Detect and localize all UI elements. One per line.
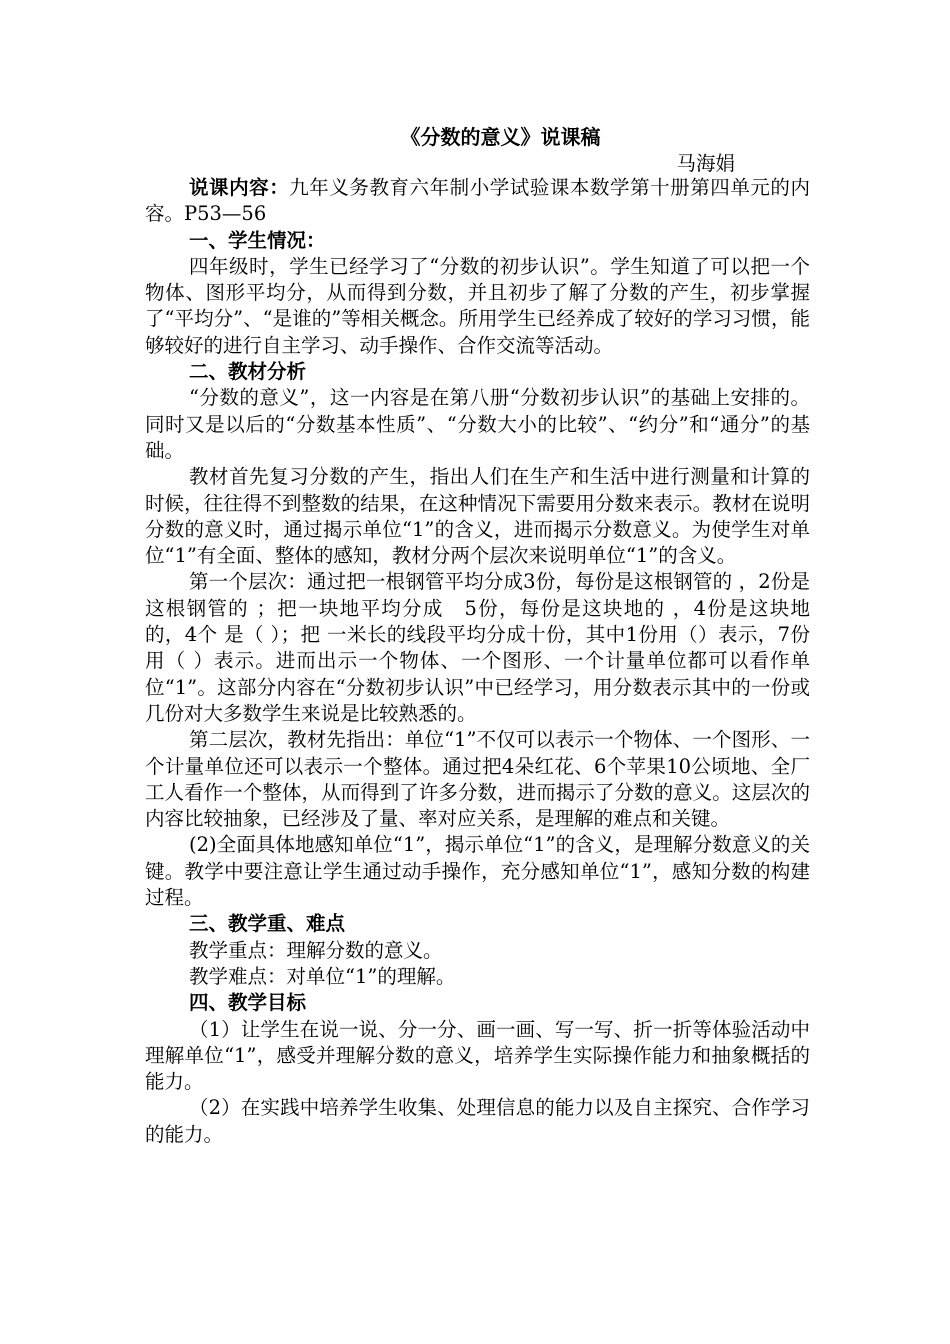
author-name: 马海娟 (676, 152, 735, 175)
goal-paragraph-2: （2）在实践中培养学生收集、处理信息的能力以及自主探究、合作学习的能力。 (145, 1096, 810, 1146)
materials-paragraph-1: “分数的意义”，这一内容是在第八册“分数初步认识”的基础上安排的。同时又是以后的“分数基本性质”、“分数大小的比较”、“约分”和“通分”的基础。 (145, 386, 810, 462)
section-heading-materials: 二、教材分析 (189, 360, 307, 384)
section-heading-students: 一、学生情况： (189, 228, 326, 252)
goal-paragraph-1: （1）让学生在说一说、分一分、画一画、写一写、折一折等体验活动中理解单位“1”，感受并理解分数的意义，培养学生实际操作能力和抽象概括的能力。 (145, 1017, 810, 1094)
section-heading-key-points: 三、教学重、难点 (189, 912, 346, 936)
materials-paragraph-4: 第二层次，教材先指出：单位“1”不仅可以表示一个物体、一个图形、一个计量单位还可以表示一个整体。通过把4朵红花、6个苹果10公顷地、全厂工人看作一个整体，从而得到了许多分数，进而揭示了分数的意义。这层次的内容比较抽象，已经涉及了量、率对应关系，是理解的难点和关键。 (145, 728, 810, 831)
content-label: 说课内容： (189, 176, 290, 199)
content-paragraph (145, 175, 810, 228)
document-title: 《分数的意义》说课稿 (400, 125, 601, 149)
students-paragraph: 四年级时，学生已经学习了“分数的初步认识”。学生知道了可以把一个物体、图形平均分，从而得到分数，并且初步了解了分数的产生，初步掌握了“平均分”、“是谁的”等相关概念。所用学生已经养成了较好的学习习惯，能够较好的进行自主学习、动手操作、合作交流等活动。 (145, 254, 810, 357)
section-heading-goals: 四、教学目标 (189, 991, 307, 1015)
materials-paragraph-2: 教材首先复习分数的产生，指出人们在生产和生活中进行测量和计算的时候，往往得不到整数的结果，在这种情况下需要用分数来表示。教材在说明分数的意义时，通过揭示单位“1”的含义，进而揭示分数意义。为使学生对单位“1”有全面、整体的感知，教材分两个层次来说明单位“1”的含义。 (145, 465, 810, 568)
key-point-paragraph: 教学重点：理解分数的意义。 (189, 938, 443, 962)
materials-paragraph-3: 第一个层次：通过把一根钢管平均分成3份，每份是这根钢管的 ，2份是这根钢管的 ；把一块地平均分成 5份，每份是这块地的 ，4份是这块地 的，4个 是（ ）；把 一米长的线段平均分成十份，其中1份用（）表示，7份用（ ）表示。进而出示一个物体、一个图形、一个计量单位都可以看作单位“1”。这部分内容在“分数初步认识”中已经学习，用分数表示其中的一份或几份对大多数学生来说是比较熟悉的。 (145, 570, 810, 725)
content-text: 九年义务教育六年制小学试验课本数学第十册第四单元的内容。P53—56 (145, 176, 810, 226)
materials-paragraph-5: (2)全面具体地感知单位“1”，揭示单位“1”的含义，是理解分数意义的关键。教学中要注意让学生通过动手操作，充分感知单位“1”，感知分数的构建过程。 (145, 833, 810, 910)
difficult-point-paragraph: 教学难点：对单位“1”的理解。 (189, 964, 456, 988)
document-page (145, 124, 810, 1148)
